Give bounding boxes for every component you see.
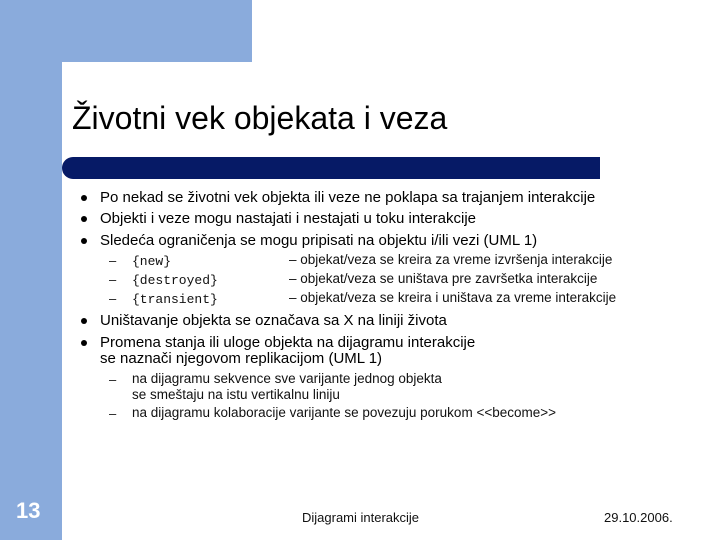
bullet-text: Objekti i veze mogu nastajati i nestajati u toku interakcije [100,210,477,227]
subitem-text: na dijagramu kolaboracije varijante se povezuju porukom <<become>> [132,405,557,420]
bullet-text: Sledeća ograničenja se mogu pripisati na objektu i/ili vezi (UML 1) [100,232,538,249]
sub-dash: – [109,406,117,421]
bullet-text: Uništavanje objekta se označava sa X na liniji života [100,312,447,329]
bullet-text: Promena stanja ili uloge objekta na dijagramu interakcije [100,334,476,351]
page-number: 13 [16,498,41,523]
bullet-text-continued: se naznači njegovom replikacijom (UML 1) [100,350,383,367]
sub-dash: – [109,253,117,268]
subitem-text-continued: se smeštaju na istu vertikalnu liniju [132,387,340,402]
bullet-dot [81,195,87,201]
sub-dash: – [109,372,117,387]
constraint-code: {transient} [132,292,218,307]
sub-dash: – [109,272,117,287]
slide-title: Životni vek objekata i veza [72,100,448,136]
bullet-dot [81,340,87,346]
constraint-desc: – objekat/veza se kreira i uništava za vreme interakcije [289,290,617,305]
bullet-dot [81,318,87,324]
title-underline-bar [62,157,600,179]
bullet-text: Po nekad se životni vek objekta ili veze ne poklapa sa trajanjem interakcije [100,189,596,206]
constraint-desc: – objekat/veza se uništava pre završetka interakcije [289,271,598,286]
footer-title: Dijagrami interakcije [302,510,420,525]
constraint-desc: – objekat/veza se kreira za vreme izvršenja interakcije [289,252,613,267]
bullet-dot [81,216,87,222]
footer-date: 29.10.2006. [604,510,673,525]
bullet-dot [81,238,87,244]
subitem-text: na dijagramu sekvence sve varijante jednog objekta [132,371,442,386]
top-decor-band [0,0,252,62]
sub-dash: – [109,291,117,306]
constraint-code: {new} [132,254,172,269]
constraint-code: {destroyed} [132,273,218,288]
left-decor-band [0,0,62,540]
